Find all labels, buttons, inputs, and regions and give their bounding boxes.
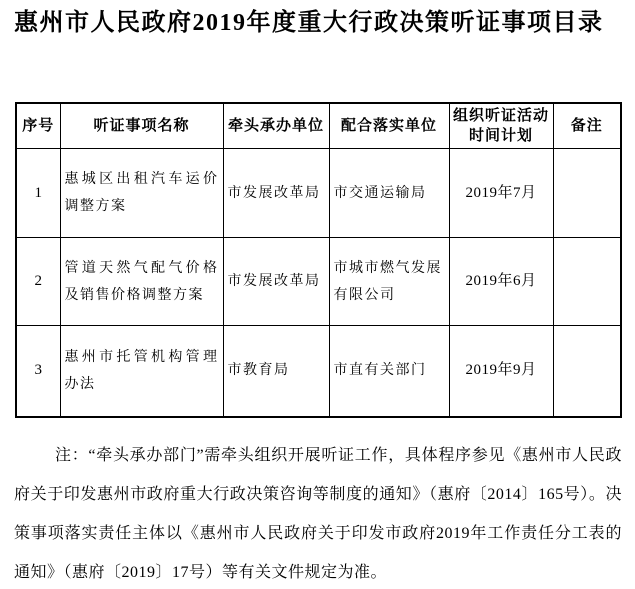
table-row bbox=[16, 326, 621, 417]
item-name-cell: 管道天然气配气价格及销售价格调整方案 bbox=[60, 238, 223, 326]
remark-cell bbox=[553, 149, 621, 238]
col-header-serial-number: 序号 bbox=[16, 103, 60, 149]
page-title: 惠州市人民政府2019年度重大行政决策听证事项目录 bbox=[14, 10, 604, 36]
support-unit-cell: 市直有关部门 bbox=[329, 326, 449, 417]
remark-cell bbox=[553, 238, 621, 326]
col-header-support-unit: 配合落实单位 bbox=[329, 103, 449, 149]
time-plan-cell: 2019年6月 bbox=[449, 238, 553, 326]
time-plan-cell: 2019年9月 bbox=[449, 326, 553, 417]
row-number-cell: 1 bbox=[16, 149, 60, 238]
col-header-lead-unit: 牵头承办单位 bbox=[223, 103, 329, 149]
lead-unit-cell: 市教育局 bbox=[223, 326, 329, 417]
lead-unit-cell: 市发展改革局 bbox=[223, 238, 329, 326]
remark-cell bbox=[553, 326, 621, 417]
table-header-row bbox=[16, 103, 621, 149]
row-number-cell: 3 bbox=[16, 326, 60, 417]
support-unit-cell: 市交通运输局 bbox=[329, 149, 449, 238]
lead-unit-cell: 市发展改革局 bbox=[223, 149, 329, 238]
hearing-items-table bbox=[15, 102, 622, 418]
row-number-cell: 2 bbox=[16, 238, 60, 326]
item-name-cell: 惠城区出租汽车运价调整方案 bbox=[60, 149, 223, 238]
col-header-remark: 备注 bbox=[553, 103, 621, 149]
table-row bbox=[16, 238, 621, 326]
col-header-item-name: 听证事项名称 bbox=[60, 103, 223, 149]
col-header-time-plan: 组织听证活动时间计划 bbox=[449, 103, 553, 149]
table-row bbox=[16, 149, 621, 238]
footnote-paragraph: 注：“牵头承办部门”需牵头组织开展听证工作，具体程序参见《惠州市人民政府关于印发惠州市政府重大行政决策咨询等制度的通知》（惠府〔2014〕165号）。决策事项落实责任主体以《惠州市人民政府关于印发市政府2019年工作责任分工表的通知》（惠府〔2019〕17号）等有关文件规定为准。 bbox=[14, 447, 622, 581]
support-unit-cell: 市城市燃气发展有限公司 bbox=[329, 238, 449, 326]
time-plan-cell: 2019年7月 bbox=[449, 149, 553, 238]
item-name-cell: 惠州市托管机构管理办法 bbox=[60, 326, 223, 417]
